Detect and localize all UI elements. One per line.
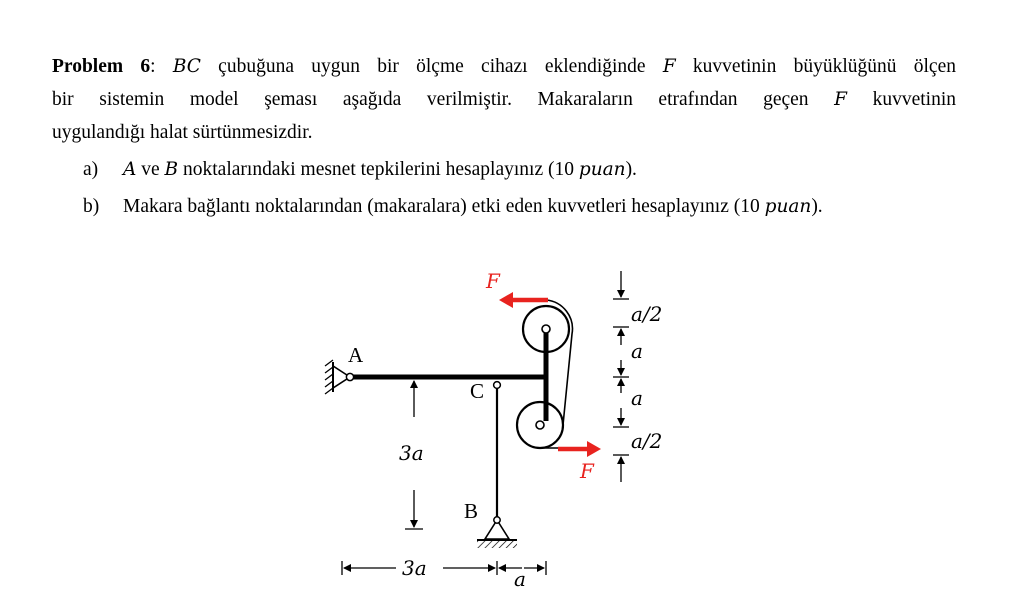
problem-line-3: uygulandığı halat sürtünmesizdir. xyxy=(52,122,313,143)
label-dim-half-bottom: a/2 xyxy=(631,429,663,453)
item-text-part: ). xyxy=(811,196,823,217)
label-dim-half-top: a/2 xyxy=(631,302,663,326)
bar-symbol: BC xyxy=(172,56,201,77)
support-b xyxy=(477,517,517,548)
dim-right-chain xyxy=(613,271,629,482)
item-label: a) xyxy=(83,159,99,180)
label-dim-a-1: a xyxy=(631,339,643,363)
points-word: puan xyxy=(764,196,812,217)
point-symbol: B xyxy=(164,159,179,180)
label-dim-a-horizontal: a xyxy=(514,567,526,591)
force-symbol: F xyxy=(834,89,847,110)
label-b: B xyxy=(464,499,479,523)
item-text-part: ). xyxy=(625,159,637,180)
problem-text-part: bir sistemin model şeması aşağıda verilmiştir. Makaraların etrafından geçen xyxy=(52,89,835,110)
label-dim-a-2: a xyxy=(631,386,643,410)
item-text-part: ve xyxy=(136,159,165,180)
item-label: b) xyxy=(83,196,100,217)
problem-title: Problem 6 xyxy=(52,56,151,77)
label-dim-3a-horizontal: 3a xyxy=(402,556,427,580)
points-word: puan xyxy=(578,159,626,180)
item-text-part: Makara bağlantı noktalarından (makaralara) etki eden kuvvetleri hesaplayınız (10 xyxy=(123,196,765,217)
force-symbol: F xyxy=(662,56,676,77)
problem-text-part: kuvvetinin xyxy=(846,89,956,110)
force-bottom-arrow xyxy=(558,441,601,457)
label-dim-3a-vertical: 3a xyxy=(399,441,424,465)
label-a: A xyxy=(348,343,364,367)
point-symbol: A xyxy=(123,159,137,180)
item-text-part: noktalarındaki mesnet tepkilerini hesaplayınız (10 xyxy=(178,159,579,180)
pin-a xyxy=(346,373,353,380)
problem-text-part: çubuğuna uygun bir ölçme cihazı eklendiğinde xyxy=(200,56,663,77)
label-force-top: F xyxy=(486,269,500,293)
problem-text-part: kuvvetinin büyüklüğünü ölçen xyxy=(675,56,956,77)
pin-c xyxy=(494,382,501,389)
label-force-bottom: F xyxy=(580,459,594,483)
problem-colon: : xyxy=(150,56,173,77)
label-c: C xyxy=(470,379,485,403)
